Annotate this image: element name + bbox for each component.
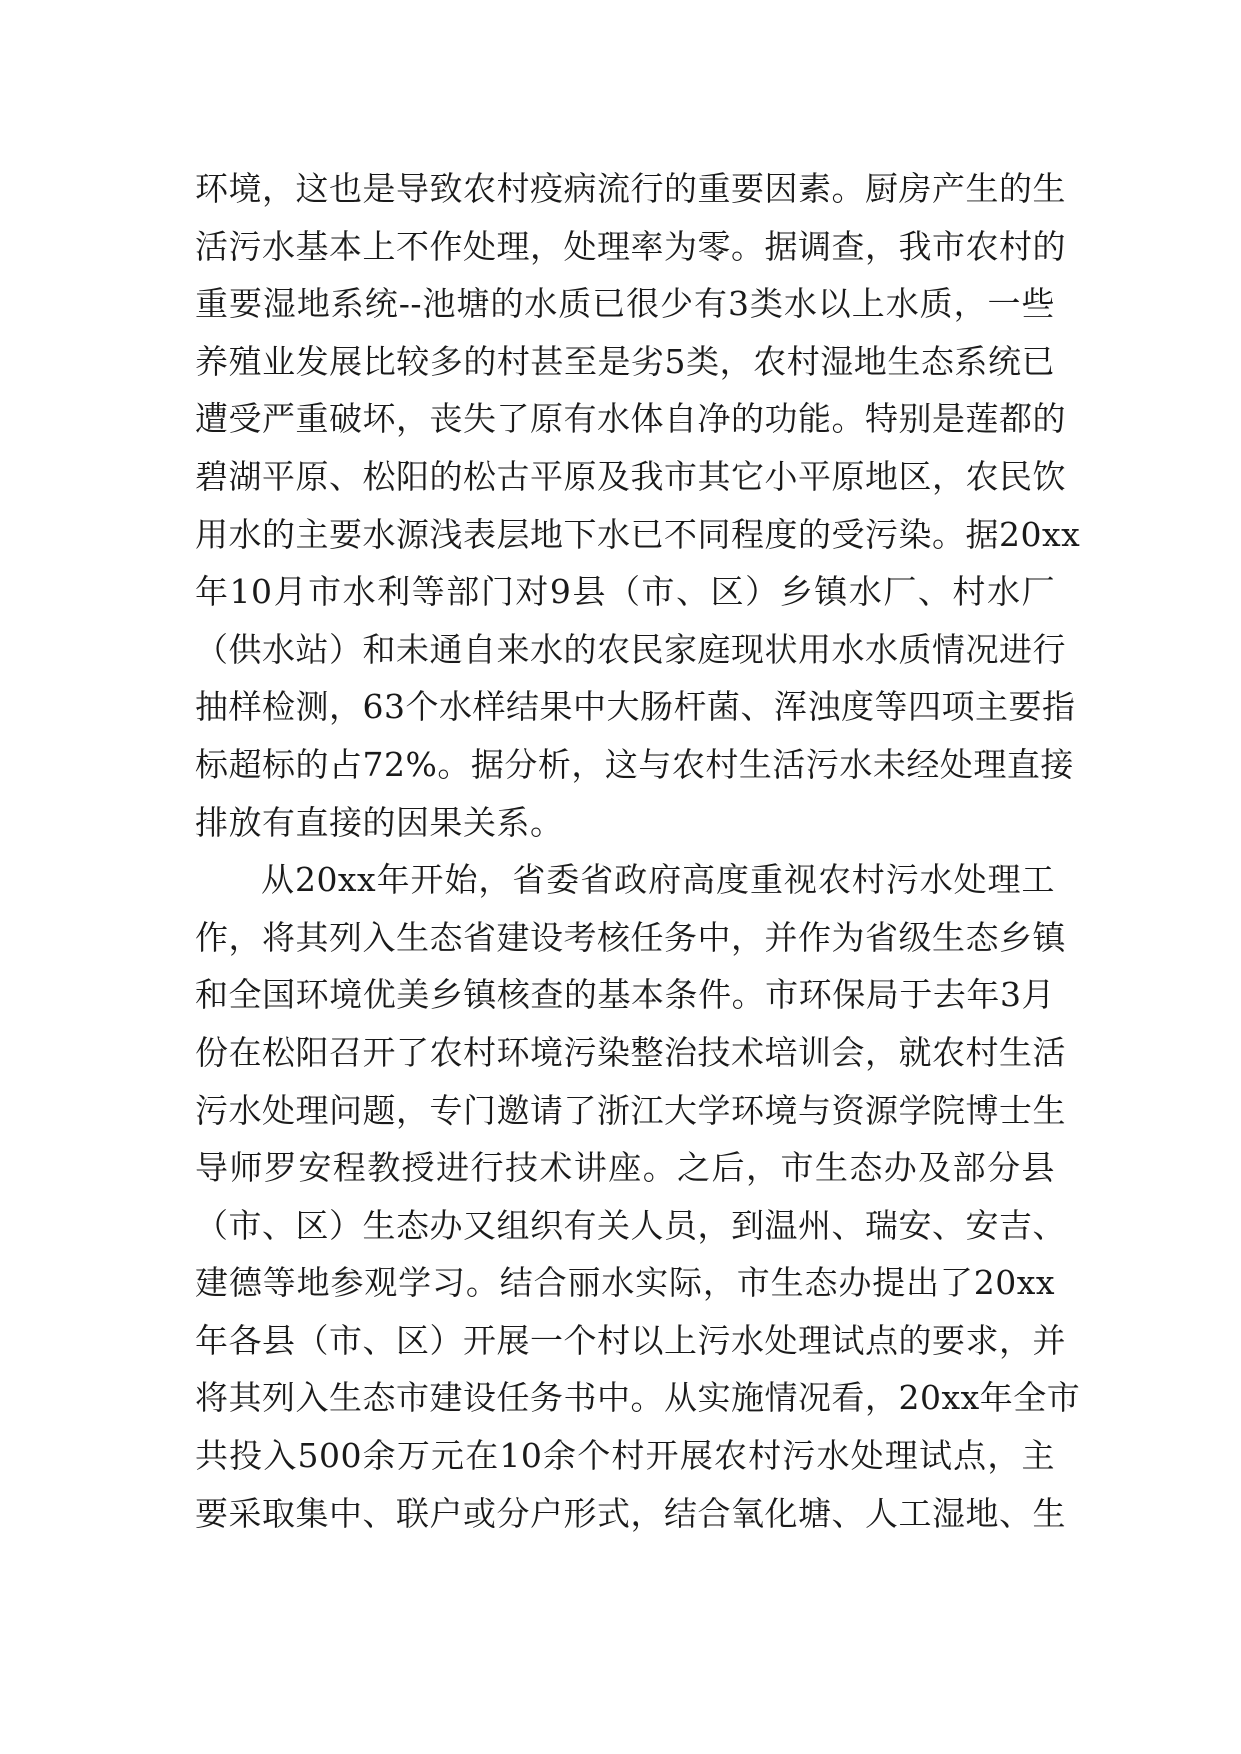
text-line: 和全国环境优美乡镇核查的基本条件。市环保局于去年3月 xyxy=(195,975,1055,1015)
text-line: 重要湿地系统--池塘的水质已很少有3类水以上水质，一些 xyxy=(195,284,1055,324)
text-line: 抽样检测，63个水样结果中大肠杆菌、浑浊度等四项主要指 xyxy=(195,687,1076,727)
text-line: 标超标的占72%。据分析，这与农村生活污水未经处理直接 xyxy=(195,744,1074,784)
text-line: 年10月市水利等部门对9县（市、区）乡镇水厂、村水厂 xyxy=(195,572,1055,612)
text-line: 环境，这也是导致农村疫病流行的重要因素。厨房产生的生 xyxy=(195,169,1066,208)
text-line: 碧湖平原、松阳的松古平原及我市其它小平原地区，农民饮 xyxy=(195,456,1066,496)
text-line: 要采取集中、联户或分户形式，结合氧化塘、人工湿地、生 xyxy=(195,1493,1066,1533)
text-line: （供水站）和未通自来水的农民家庭现状用水水质情况进行 xyxy=(195,629,1066,669)
text-line: 建德等地参观学习。结合丽水实际，市生态办提出了20xx xyxy=(195,1263,1055,1303)
text-line: 导师罗安程教授进行技术讲座。之后，市生态办及部分县 xyxy=(195,1148,1055,1188)
text-line: 养殖业发展比较多的村甚至是劣5类，农村湿地生态系统已 xyxy=(195,341,1055,381)
text-line: 作，将其列入生态省建设考核任务中，并作为省级生态乡镇 xyxy=(195,917,1066,957)
text-line: （市、区）生态办又组织有关人员，到温州、瑞安、安吉、 xyxy=(195,1205,1066,1245)
text-line: 排放有直接的因果关系。 xyxy=(195,802,564,842)
text-line: 将其列入生态市建设任务书中。从实施情况看，20xx年全市 xyxy=(195,1378,1081,1418)
text-line: 活污水基本上不作处理，处理率为零。据调查，我市农村的 xyxy=(195,226,1066,266)
text-line: 共投入500余万元在10余个村开展农村污水处理试点，主 xyxy=(195,1436,1055,1476)
text-line: 污水处理问题，专门邀请了浙江大学环境与资源学院博士生 xyxy=(195,1090,1066,1130)
paragraph-first-line: 从20xx年开始，省委省政府高度重视农村污水处理工 xyxy=(261,860,1055,900)
body-text xyxy=(195,160,1081,1542)
text-line: 遭受严重破坏，丧失了原有水体自净的功能。特别是莲都的 xyxy=(195,399,1066,439)
text-line: 年各县（市、区）开展一个村以上污水处理试点的要求，并 xyxy=(195,1320,1066,1360)
text-line: 份在松阳召开了农村环境污染整治技术培训会，就农村生活 xyxy=(195,1032,1066,1072)
text-line: 用水的主要水源浅表层地下水已不同程度的受污染。据20xx xyxy=(195,514,1081,554)
